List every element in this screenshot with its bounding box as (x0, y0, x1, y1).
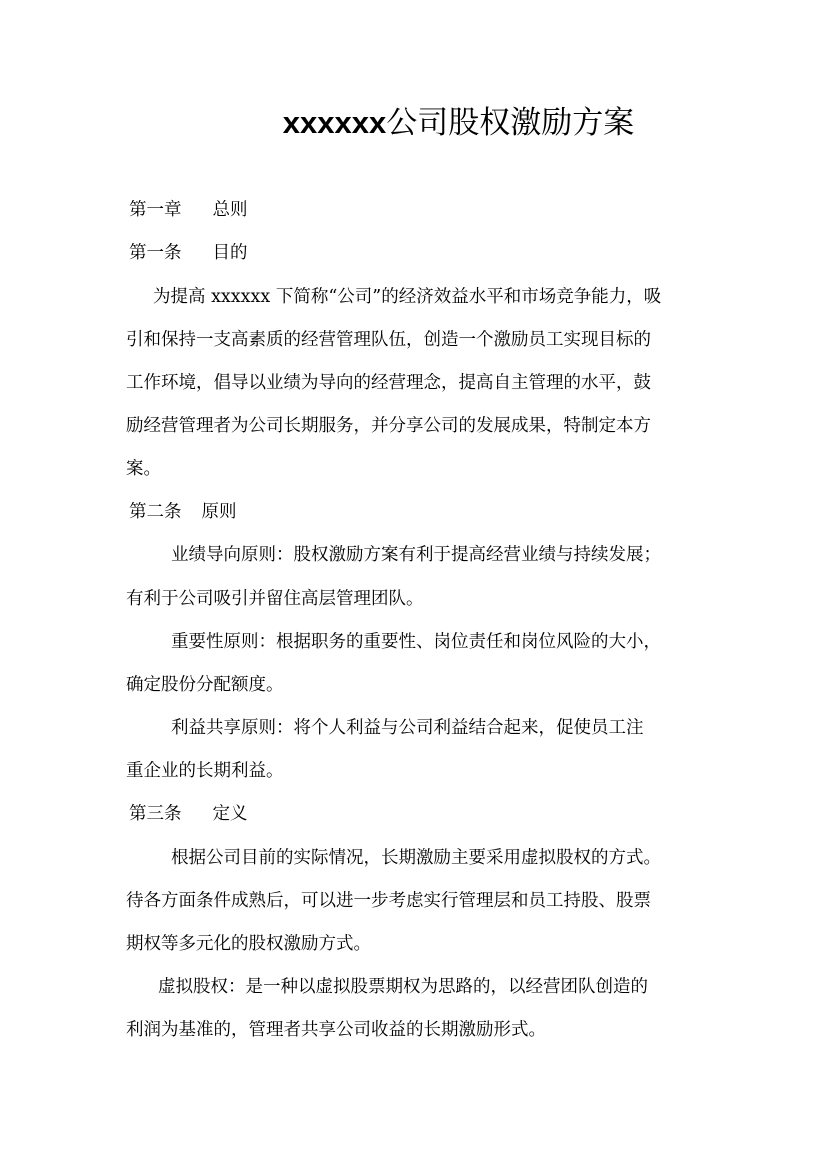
chapter-name: 总则 (212, 200, 248, 220)
definition-line-2: 待各方面条件成熟后，可以进一步考虑实行管理层和员工持股、股票 (126, 891, 651, 911)
article-1-line-3: 工作环境，倡导以业绩为导向的经营理念，提高自主管理的水平，鼓 (126, 373, 651, 393)
importance-principle-line-1: 重要性原则：根据职务的重要性、岗位责任和岗位风险的大小， (171, 632, 661, 652)
document-title (0, 100, 827, 146)
title-text: 公司股权激励方案 (386, 105, 635, 141)
article-1-line-5: 案。 (126, 459, 161, 479)
article-1-line-1: 为提高 xxxxxx 下简称“公司”的经济效益水平和市场竞争能力，吸 (153, 287, 662, 307)
title-company-placeholder: xxxxxx (282, 105, 387, 140)
performance-principle-line-1: 业绩导向原则：股权激励方案有利于提高经营业绩与持续发展； (171, 545, 661, 565)
article-2-heading (129, 500, 237, 524)
definition-line-3: 期权等多元化的股权激励方式。 (126, 934, 371, 954)
article-1-line-4: 励经营管理者为公司长期服务，并分享公司的发展成果，特制定本方 (126, 416, 651, 436)
article-1-heading (129, 241, 248, 265)
chapter-1-heading (129, 198, 248, 222)
article-number: 第一条 (129, 243, 182, 263)
performance-principle-line-2: 有利于公司吸引并留住高层管理团队。 (126, 589, 424, 609)
definition-line-1: 根据公司目前的实际情况，长期激励主要采用虚拟股权的方式。 (171, 848, 661, 868)
sharing-principle-line-2: 重企业的长期利益。 (126, 761, 284, 781)
virtual-equity-line-1: 虚拟股权：是一种以虚拟股票期权为思路的，以经营团队创造的 (158, 977, 648, 997)
chapter-number: 第一章 (129, 200, 182, 220)
article-name: 定义 (212, 804, 248, 824)
virtual-equity-line-2: 利润为基准的，管理者共享公司收益的长期激励形式。 (126, 1020, 546, 1040)
article-number: 第三条 (129, 804, 182, 824)
sharing-principle-line-1: 利益共享原则：将个人利益与公司利益结合起来，促使员工注 (171, 718, 644, 738)
article-number: 第二条 (129, 502, 182, 522)
article-name: 目的 (212, 243, 248, 263)
article-3-heading (129, 802, 248, 826)
importance-principle-line-2: 确定股份分配额度。 (126, 675, 284, 695)
article-name: 原则 (201, 502, 237, 522)
article-1-line-2: 引和保持一支高素质的经营管理队伍，创造一个激励员工实现目标的 (126, 330, 651, 350)
